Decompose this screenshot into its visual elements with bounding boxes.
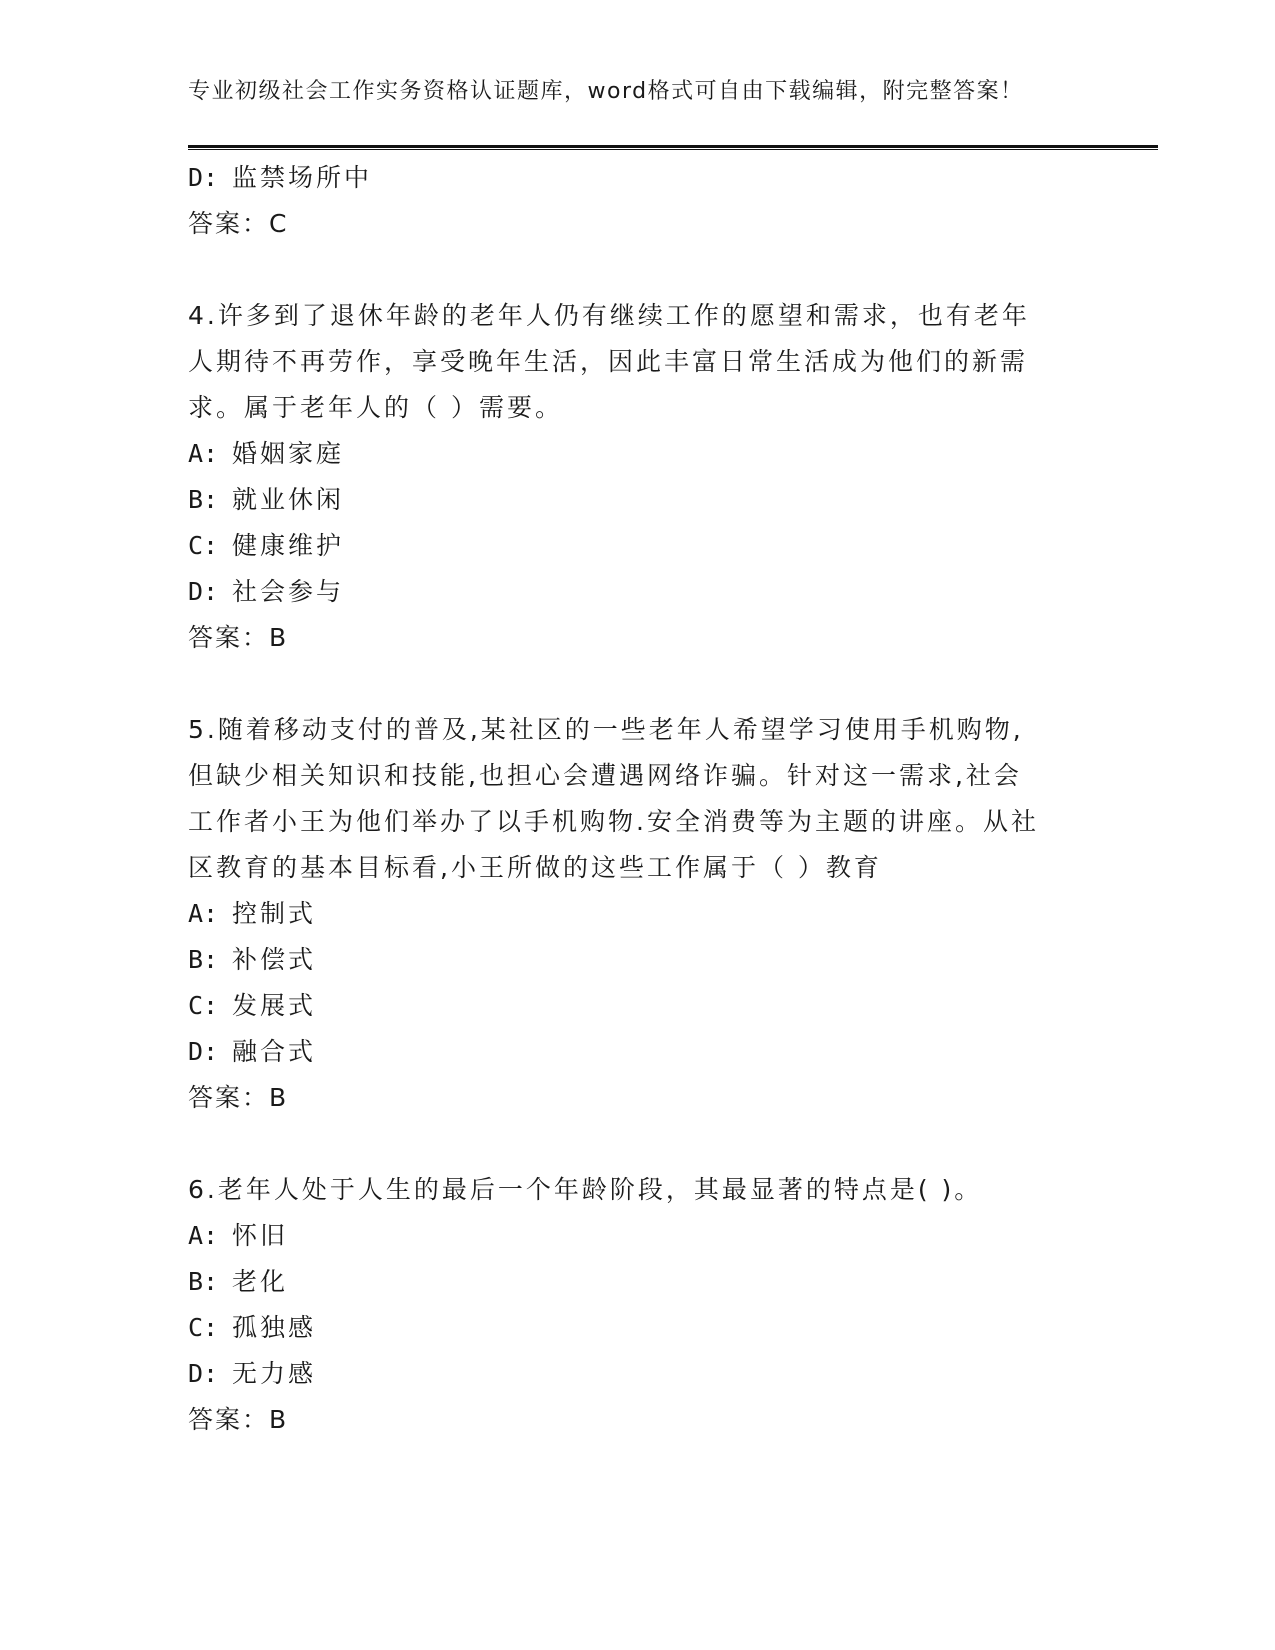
option-text: 监禁场所中 xyxy=(232,163,373,192)
question-stem-line: 5.随着移动支付的普及,某社区的一些老年人希望学习使用手机购物, xyxy=(188,715,1024,744)
option-key: D: xyxy=(188,577,219,606)
option-key: D: xyxy=(188,163,219,192)
option-text: 融合式 xyxy=(232,1037,317,1066)
question-stem-line: 求。属于老年人的（ ）需要。 xyxy=(188,393,563,422)
option-d xyxy=(188,569,1088,615)
option-c xyxy=(188,523,1088,569)
option-key: C: xyxy=(188,531,219,560)
option-d xyxy=(188,1351,1088,1397)
option-key: D: xyxy=(188,1359,219,1388)
question-6 xyxy=(188,1167,1088,1443)
option-b xyxy=(188,1259,1088,1305)
page-header: 专业初级社会工作实务资格认证题库，word格式可自由下载编辑，附完整答案！ xyxy=(188,79,1024,104)
option-text: 控制式 xyxy=(232,899,317,928)
question-stem-line: 但缺少相关知识和技能,也担心会遭遇网络诈骗。针对这一需求,社会 xyxy=(188,761,1022,790)
answer-line: 答案：B xyxy=(188,1405,289,1434)
option-c xyxy=(188,1305,1088,1351)
spacer xyxy=(188,247,1088,293)
option-key: A: xyxy=(188,439,219,468)
question-4 xyxy=(188,293,1088,661)
question-5 xyxy=(188,707,1088,1121)
header-divider xyxy=(188,145,1158,150)
option-key: B: xyxy=(188,945,219,974)
option-key: B: xyxy=(188,1267,219,1296)
option-text: 老化 xyxy=(232,1267,289,1296)
option-text: 补偿式 xyxy=(232,945,317,974)
question-stem-line: 6.老年人处于人生的最后一个年龄阶段，其最显著的特点是( )。 xyxy=(188,1175,983,1204)
question-stem-line: 人期待不再劳作，享受晚年生活，因此丰富日常生活成为他们的新需 xyxy=(188,347,1029,376)
option-text: 怀旧 xyxy=(232,1221,289,1250)
option-key: B: xyxy=(188,485,219,514)
option-text: 健康维护 xyxy=(232,531,345,560)
option-text: 无力感 xyxy=(232,1359,317,1388)
question-stem-line: 4.许多到了退休年龄的老年人仍有继续工作的愿望和需求，也有老年 xyxy=(188,301,1030,330)
option-text: 婚姻家庭 xyxy=(232,439,345,468)
option-text: 社会参与 xyxy=(232,577,345,606)
option-a xyxy=(188,891,1088,937)
question-stem-line: 工作者小王为他们举办了以手机购物.安全消费等为主题的讲座。从社 xyxy=(188,807,1039,836)
option-key: C: xyxy=(188,991,219,1020)
option-text: 孤独感 xyxy=(232,1313,317,1342)
spacer xyxy=(188,661,1088,707)
option-text: 就业休闲 xyxy=(232,485,345,514)
option-key: D: xyxy=(188,1037,219,1066)
question-content xyxy=(188,155,1088,1443)
option-text: 发展式 xyxy=(232,991,317,1020)
option-d xyxy=(188,155,1088,201)
option-d xyxy=(188,1029,1088,1075)
option-key: A: xyxy=(188,899,219,928)
option-b xyxy=(188,937,1088,983)
option-key: A: xyxy=(188,1221,219,1250)
option-c xyxy=(188,983,1088,1029)
option-a xyxy=(188,431,1088,477)
option-key: C: xyxy=(188,1313,219,1342)
option-a xyxy=(188,1213,1088,1259)
question-stem-line: 区教育的基本目标看,小王所做的这些工作属于（ ）教育 xyxy=(188,853,882,882)
spacer xyxy=(188,1121,1088,1167)
answer-line: 答案：C xyxy=(188,209,289,238)
answer-line: 答案：B xyxy=(188,1083,289,1112)
answer-line: 答案：B xyxy=(188,623,289,652)
option-b xyxy=(188,477,1088,523)
